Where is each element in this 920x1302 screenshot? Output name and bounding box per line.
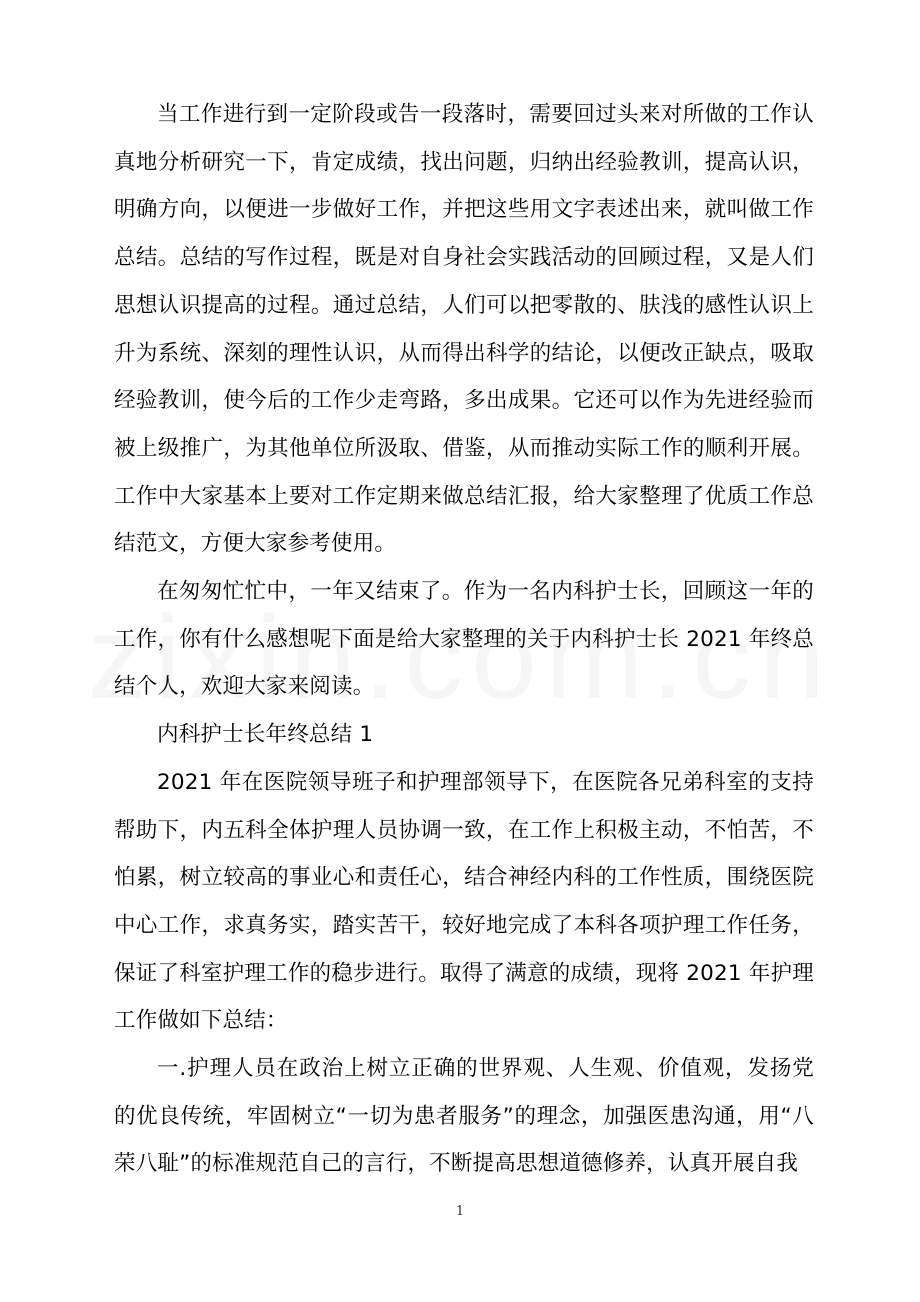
- paragraph-intro: 当工作进行到一定阶段或告一段落时，需要回过头来对所做的工作认真地分析研究一下，肯定成绩，找出问题，归纳出经验教训，提高认识，明确方向，以便进一步做好工作，并把这些用文字表述出来，就叫做工作总结。总结的写作过程，既是对自身社会实践活动的回顾过程，又是人们思想认识提高的过程。通过总结，人们可以把零散的、肤浅的感性认识上升为系统、深刻的理性认识，从而得出科学的结论，以便改正缺点，吸取经验教训，使今后的工作少走弯路，多出成果。它还可以作为先进经验而被上级推广，为其他单位所汲取、借鉴，从而推动实际工作的顺利开展。工作中大家基本上要对工作定期来做总结汇报，给大家整理了优质工作总结范文，方便大家参考使用。: [114, 102, 814, 557]
- document-body: [114, 91, 814, 1188]
- paragraph-summary: 2021 年在医院领导班子和护理部领导下，在医院各兄弟科室的支持帮助下，内五科全体护理人员协调一致，在工作上积极主动，不怕苦，不怕累，树立较高的事业心和责任心，结合神经内科的工作性质，围绕医院中心工作，求真务实，踏实苦干，较好地完成了本科各项护理工作任务，保证了科室护理工作的稳步进行。取得了满意的成绩，现将 2021 年护理工作做如下总结：: [114, 769, 814, 1034]
- paragraph-opening: 在匆匆忙忙中，一年又结束了。作为一名内科护士长，回顾这一年的工作，你有什么感想呢下面是给大家整理的关于内科护士长 2021 年终总结个人，欢迎大家来阅读。: [114, 579, 814, 700]
- page-number: 1: [455, 1204, 465, 1219]
- paragraph-point-one: 一.护理人员在政治上树立正确的世界观、人生观、价值观，发扬党的优良传统，牢固树立“一切为患者服务”的理念，加强医患沟通，用“八荣八耻”的标准规范自己的言行，不断提高思想道德修养，认真开展自我: [114, 1056, 814, 1177]
- section-heading: 内科护士长年终总结 1: [157, 722, 374, 748]
